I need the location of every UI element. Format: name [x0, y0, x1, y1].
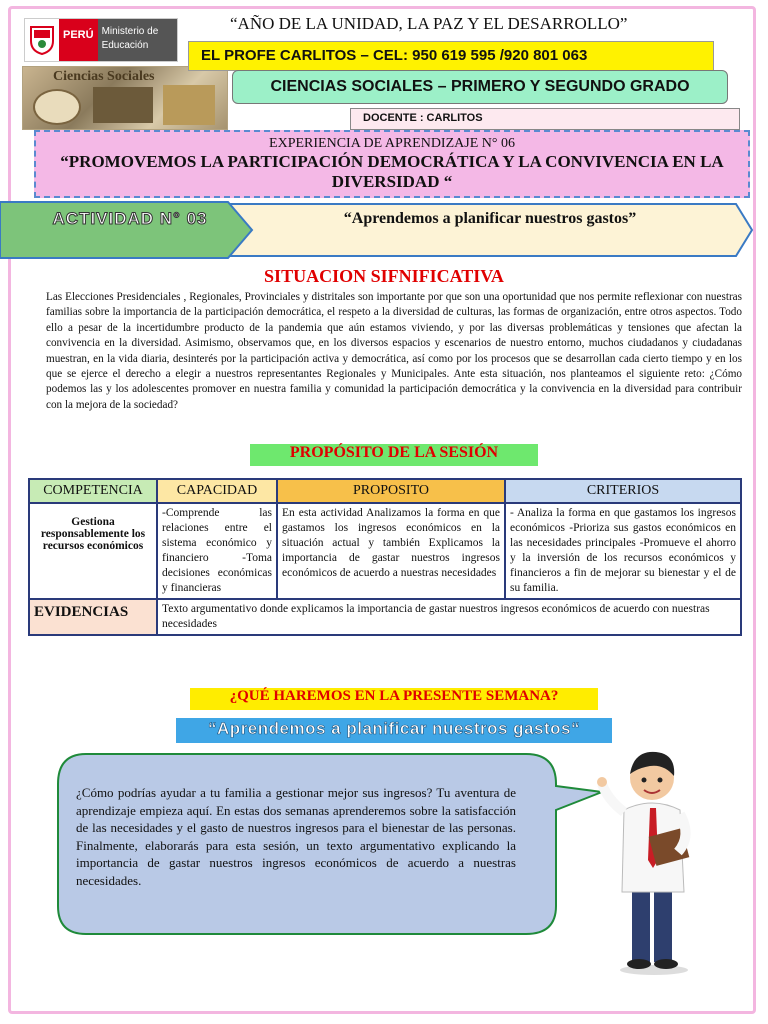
- proposito-cell: En esta actividad Analizamos la forma en que gastamos los ingresos económicos en la situación actual y también Explicamos la importancia de gastar nuestros ingresos económicos de acuerdo a nuestras necesidades: [277, 503, 505, 599]
- logo-country: PERÚ: [59, 19, 98, 61]
- header-competencia: COMPETENCIA: [29, 479, 157, 503]
- week-banner: “Aprendemos a planificar nuestros gastos“: [176, 718, 612, 743]
- competencia-cell: Gestiona responsablemente los recursos económicos: [29, 503, 157, 599]
- header-capacidad: CAPACIDAD: [157, 479, 277, 503]
- bubble-text: ¿Cómo podrías ayudar a tu familia a gestionar mejor sus ingresos? Tu aventura de aprendizaje empieza aquí. En estas dos semanas aprenderemos sobre la satisfacción de las necesidades y el gasto de nuestros ingresos para el bienestar de las personas. Finalmente, elaborarás para esta sesión, un texto argumentativo explicando la importancia de gastar nuestros ingresos económicos de acuerdo a nuestras necesidades.: [76, 785, 516, 888]
- situation-text: Las Elecciones Presidenciales , Regionales, Provinciales y distritales son importante por que son una oportunidad que nos permite reflexionar con nuestras familias sobre la importancia de la participación democrática, el respeto a la diversidad de culturas, las formas de organización, entre otros aspectos. Todo ello a pesar de la incertidumbre producto de la pandemia que aún estamos viviendo, y por las diversas problemáticas y tensiones que afectan la convivencia en la diversidad. Asimismo, observamos que, en los diversos espacios y escenarios de nuestro entorno, muchos ciudadanos y ciudadanas muestran, en la vida diaria, desinterés por la participación activa y democrática, así como por los procesos que se desarrollan cada cierto tiempo y en los que se ejerce el derecho a elegir a nuestros representantes Regionales y Municipales. Ante esta situación, nos planteamos el siguiente reto: ¿Cómo podemos las y los adolescentes promover en nuestra familia y comunidad la participación democrática y la convivencia en la diversidad para contribuir con la mejora de la sociedad?: [46, 291, 742, 411]
- week-title: ¿QUÉ HAREMOS EN LA PRESENTE SEMANA?: [190, 688, 598, 710]
- experience-number: EXPERIENCIA DE APRENDIZAJE N° 06: [269, 136, 515, 151]
- criterios-cell: - Analiza la forma en que gastamos los ingresos económicos -Prioriza sus gastos económicos en las necesidades principales -Promueve el ahorro y la inversión de los recursos económicos y financieros a fin de mejorar su bienestar y el de su familia.: [505, 503, 741, 599]
- evidencias-text: Texto argumentativo donde explicamos la importancia de gastar nuestros ingresos económicos de acuerdo con nuestras necesidades: [157, 599, 741, 635]
- header-proposito: PROPOSITO: [277, 479, 505, 503]
- activity-title: “Aprendemos a planificar nuestros gastos”: [343, 210, 637, 227]
- purpose-title: PROPÓSITO DE LA SESIÓN: [250, 444, 538, 466]
- experience-title: “PROMOVEMOS LA PARTICIPACIÓN DEMOCRÁTICA Y LA CONVIVENCIA EN LA DIVERSIDAD “: [60, 152, 724, 191]
- teacher-name: DOCENTE : CARLITOS: [350, 108, 740, 130]
- purpose-table: [28, 478, 742, 636]
- course-title: CIENCIAS SOCIALES – PRIMERO Y SEGUNDO GRADO: [232, 70, 728, 104]
- image-caption: Ciencias Sociales: [53, 69, 155, 84]
- ministry-logo: [24, 18, 178, 62]
- capacidad-cell: -Comprende las relaciones entre el sistema económico y financiero -Toma decisiones económicas y financieras: [157, 503, 277, 599]
- experience-box: [34, 130, 750, 198]
- activity-label: ACTIVIDAD N° 03: [52, 209, 208, 228]
- social-sciences-image: [22, 66, 228, 130]
- table-header-row: [29, 479, 741, 503]
- evidencias-label: EVIDENCIAS: [29, 599, 157, 635]
- table-row: [29, 503, 741, 599]
- teacher-contact: EL PROFE CARLITOS – CEL: 950 619 595 /920 801 063: [188, 41, 714, 71]
- year-motto: “AÑO DE LA UNIDAD, LA PAZ Y EL DESARROLLO”: [230, 14, 628, 33]
- logo-ministry: Ministerio de Educación: [98, 19, 177, 61]
- evidence-row: [29, 599, 741, 635]
- header-criterios: CRITERIOS: [505, 479, 741, 503]
- situation-title: SITUACION SIFNIFICATIVA: [264, 266, 504, 286]
- student-boy-illustration: [594, 740, 704, 976]
- peru-shield-icon: [29, 25, 55, 55]
